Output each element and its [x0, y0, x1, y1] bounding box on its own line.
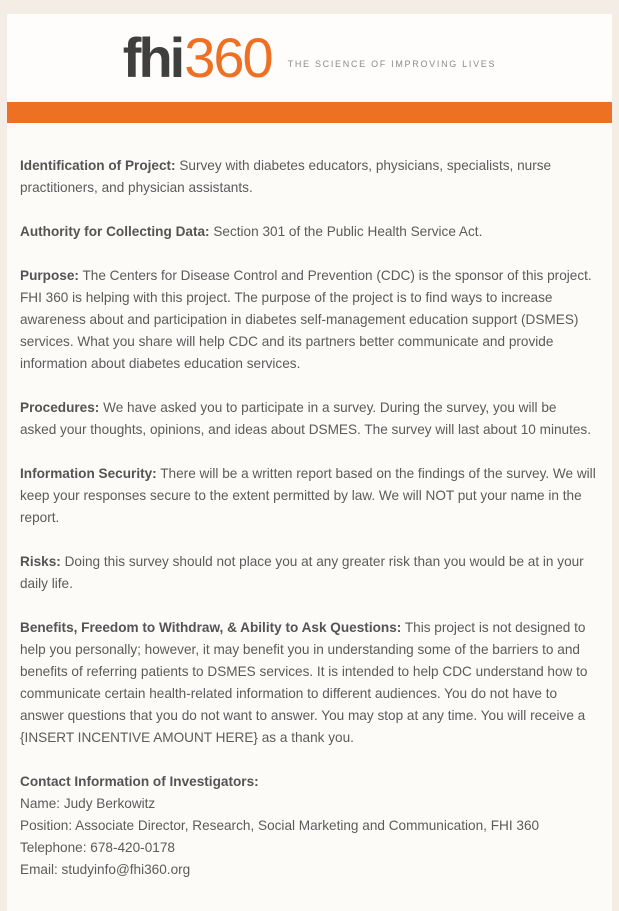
section-authority	[20, 221, 596, 243]
logo-text-360: 360	[184, 26, 272, 89]
orange-divider-bar	[7, 102, 612, 123]
section-information-security-label: Information Security:	[20, 466, 157, 481]
brand-header	[7, 14, 612, 102]
section-information-security-text: There will be a written report based on the findings of the survey. We will keep your responses secure to the extent permitted by law. We will NOT put your name in the report.	[20, 466, 596, 525]
brand-tagline: THE SCIENCE OF IMPROVING LIVES	[287, 59, 497, 69]
contact-email: Email: studyinfo@fhi360.org	[20, 862, 191, 877]
section-identification-text: Survey with diabetes educators, physicians, specialists, nurse practitioners, and physician assistants.	[20, 158, 552, 195]
section-purpose-text: The Centers for Disease Control and Prevention (CDC) is the sponsor of this project. FHI 360 is helping with this project. The purpose of the project is to find ways to increase awareness about and participation in diabetes self-management education support (DSMES) services. What you share will help CDC and its partners better communicate and provide information about diabetes education services.	[20, 268, 592, 371]
contact-heading: Contact Information of Investigators:	[20, 774, 259, 789]
section-procedures	[20, 397, 596, 441]
logo-text-fhi: fhi	[122, 26, 183, 89]
section-authority-label: Authority for Collecting Data:	[20, 224, 210, 239]
section-procedures-label: Procedures:	[20, 400, 100, 415]
section-contact	[20, 771, 596, 881]
section-benefits-label: Benefits, Freedom to Withdraw, & Ability to Ask Questions:	[20, 620, 402, 635]
contact-name: Name: Judy Berkowitz	[20, 796, 156, 811]
section-authority-text: Section 301 of the Public Health Service Act.	[209, 224, 483, 239]
section-risks	[20, 551, 596, 595]
section-identification	[20, 155, 596, 199]
survey-page	[7, 14, 612, 911]
section-risks-label: Risks:	[20, 554, 61, 569]
section-benefits	[20, 617, 596, 749]
section-risks-text: Doing this survey should not place you at any greater risk than you would be at in your daily life.	[20, 554, 584, 591]
section-identification-label: Identification of Project:	[20, 158, 176, 173]
contact-telephone: Telephone: 678-420-0178	[20, 840, 175, 855]
consent-content	[7, 123, 612, 911]
section-purpose	[20, 265, 596, 375]
section-procedures-text: We have asked you to participate in a survey. During the survey, you will be asked your thoughts, opinions, and ideas about DSMES. The survey will last about 10 minutes.	[20, 400, 592, 437]
section-information-security	[20, 463, 596, 529]
contact-position: Position: Associate Director, Research, Social Marketing and Communication, FHI 360	[20, 818, 540, 833]
section-benefits-text: This project is not designed to help you personally; however, it may benefit you in understanding some of the barriers to and benefits of referring patients to DSMES services. It is intended to help CDC understand how to communicate certain health-related information to different audiences. You do not have to answer questions that you do not want to answer. You may stop at any time. You will receive a {INSERT INCENTIVE AMOUNT HERE} as a thank you.	[20, 620, 588, 745]
fhi360-logo	[122, 26, 497, 89]
section-purpose-label: Purpose:	[20, 268, 79, 283]
